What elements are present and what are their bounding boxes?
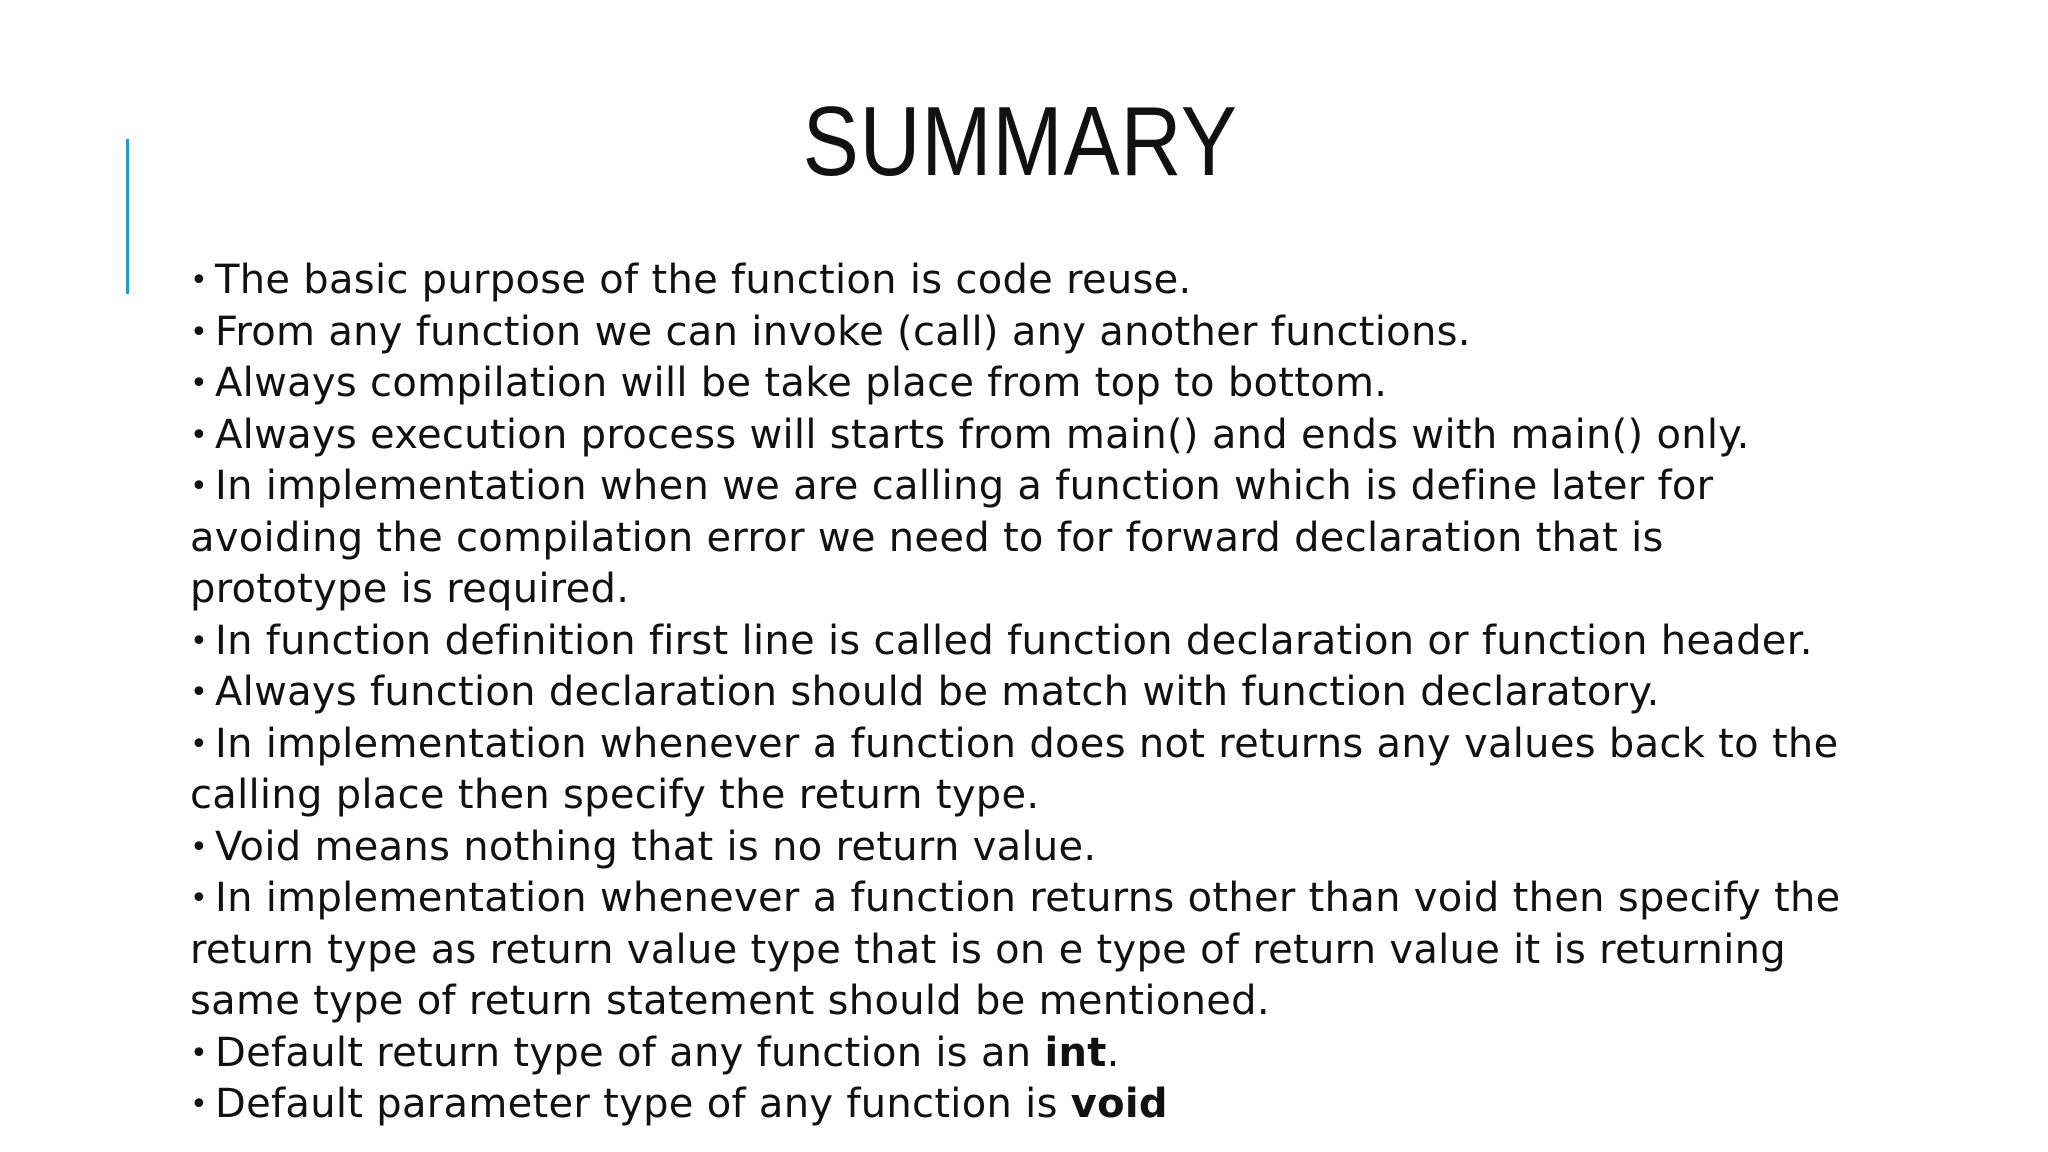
bullet-text: In function definition first line is called function declaration or function header. [215, 617, 1813, 664]
accent-bar [126, 139, 129, 294]
bullet-dot-icon: • [190, 881, 208, 916]
bullet-item [190, 616, 1850, 668]
bullet-text: Always function declaration should be match with function declaratory. [215, 669, 1660, 715]
bullet-text: Default parameter type of any function is [215, 1081, 1071, 1127]
slide-title: SUMMARY [802, 86, 1238, 196]
bullet-dot-icon: • [190, 417, 208, 453]
bullet-text: Default return type of any function is an [215, 1029, 1045, 1076]
bullet-suffix: . [1106, 1029, 1120, 1076]
bullet-item [190, 873, 1850, 1028]
bullet-bold-term: void [1070, 1081, 1168, 1127]
bullet-text: Void means nothing that is no return value. [215, 823, 1097, 870]
bullet-dot-icon: • [190, 829, 208, 865]
bullet-item [190, 822, 1850, 874]
bullet-list [190, 255, 1850, 1131]
bullet-text: In implementation whenever a function returns other than void then specify the return type as return value type that is on e type of return value it is returning same type of return statement should be mentioned. [190, 875, 1841, 1024]
bullet-dot-icon: • [190, 469, 208, 504]
bullet-item [190, 358, 1850, 410]
bullet-bold-term: int [1044, 1029, 1107, 1076]
bullet-dot-icon: • [190, 1035, 208, 1071]
bullet-item [190, 307, 1850, 359]
bullet-dot-icon: • [190, 623, 208, 659]
bullet-item [190, 1028, 1850, 1080]
bullet-item [190, 719, 1850, 822]
bullet-text: In implementation when we are calling a function which is define later for avoiding the compilation error we need to for forward declaration that is prototype is required. [190, 463, 1714, 612]
bullet-dot-icon: • [190, 263, 208, 298]
bullet-item [190, 410, 1850, 462]
bullet-dot-icon: • [190, 726, 208, 762]
bullet-item [190, 1079, 1850, 1131]
bullet-text: Always execution process will starts from main() and ends with main() only. [215, 411, 1750, 458]
bullet-item [190, 255, 1850, 307]
bullet-dot-icon: • [190, 314, 208, 350]
bullet-text: In implementation whenever a function does not returns any values back to the calling place then specify the return type. [190, 720, 1839, 818]
bullet-item [190, 667, 1850, 719]
bullet-item [190, 461, 1850, 616]
bullet-dot-icon: • [190, 366, 208, 401]
bullet-text: Always compilation will be take place from top to bottom. [215, 360, 1388, 406]
bullet-text: The basic purpose of the function is code reuse. [215, 257, 1192, 303]
bullet-dot-icon: • [190, 675, 208, 710]
bullet-dot-icon: • [190, 1087, 208, 1122]
bullet-text: From any function we can invoke (call) any another functions. [215, 308, 1471, 355]
